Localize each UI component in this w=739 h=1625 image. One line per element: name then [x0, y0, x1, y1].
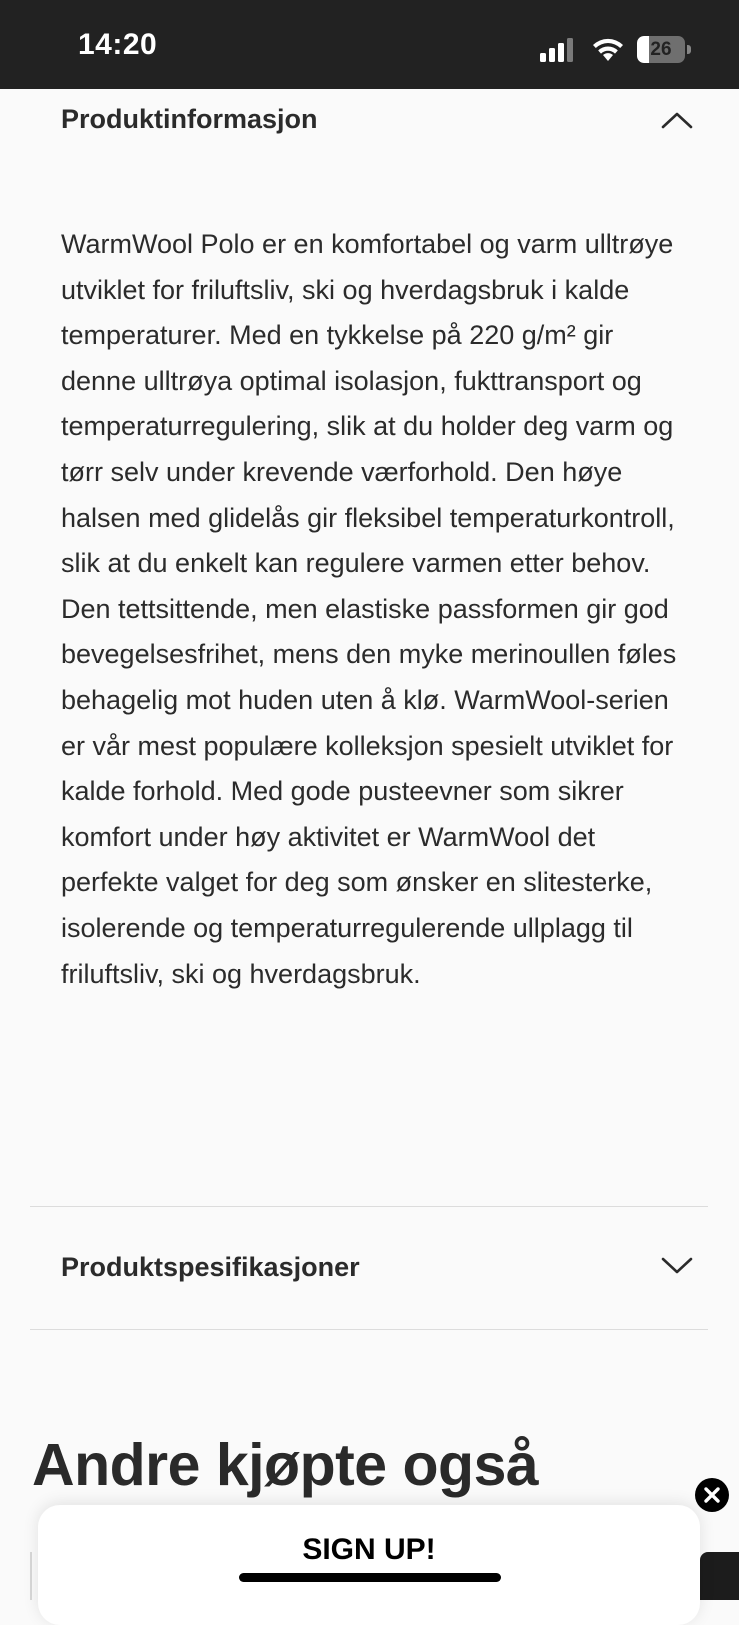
product-specs-header[interactable] — [61, 1252, 694, 1292]
cellular-signal-icon — [540, 36, 578, 62]
chevron-down-icon[interactable] — [660, 1256, 694, 1276]
status-time: 14:20 — [78, 28, 158, 61]
battery-level: 26 — [650, 39, 672, 60]
battery-icon — [637, 36, 691, 63]
product-card[interactable] — [30, 1552, 32, 1600]
close-icon[interactable] — [695, 1478, 729, 1512]
home-indicator — [239, 1573, 501, 1582]
related-products-heading: Andre kjøpte også — [32, 1432, 539, 1498]
signup-popup[interactable] — [38, 1505, 700, 1625]
product-specs-title: Produktspesifikasjoner — [61, 1252, 360, 1282]
status-bar — [0, 0, 739, 89]
chevron-up-icon[interactable] — [660, 110, 694, 130]
divider — [30, 1329, 708, 1330]
close-button[interactable] — [695, 1478, 729, 1512]
product-image[interactable] — [700, 1552, 739, 1600]
divider — [30, 1206, 708, 1207]
wifi-icon — [591, 34, 625, 62]
product-info-header[interactable] — [61, 104, 694, 144]
product-info-title: Produktinformasjon — [61, 104, 318, 134]
product-description: WarmWool Polo er en komfortabel og varm ulltrøye utviklet for friluftsliv, ski og hverdagsbruk i kalde temperaturer. Med en tykkelse på 220 g/m² gir denne ulltrøya optimal isolasjon, fukttransport og temperaturregulering, slik at du holder deg varm og tørr selv under krevende værforhold. Den høye halsen med glidelås gir fleksibel temperaturkontroll, slik at du enkelt kan regulere varmen etter behov. Den tettsittende, men elastiske passformen gir god bevegelsesfrihet, mens den myke merinoullen føles behagelig mot huden uten å klø. WarmWool-serien er vår mest populære kolleksjon spesielt utviklet for kalde forhold. Med gode pusteevner som sikrer komfort under høy aktivitet er WarmWool det perfekte valget for deg som ønsker en slitesterke, isolerende og temperaturregulerende ullplagg til friluftsliv, ski og hverdagsbruk. — [61, 229, 677, 989]
signup-title[interactable]: SIGN UP! — [302, 1533, 436, 1566]
